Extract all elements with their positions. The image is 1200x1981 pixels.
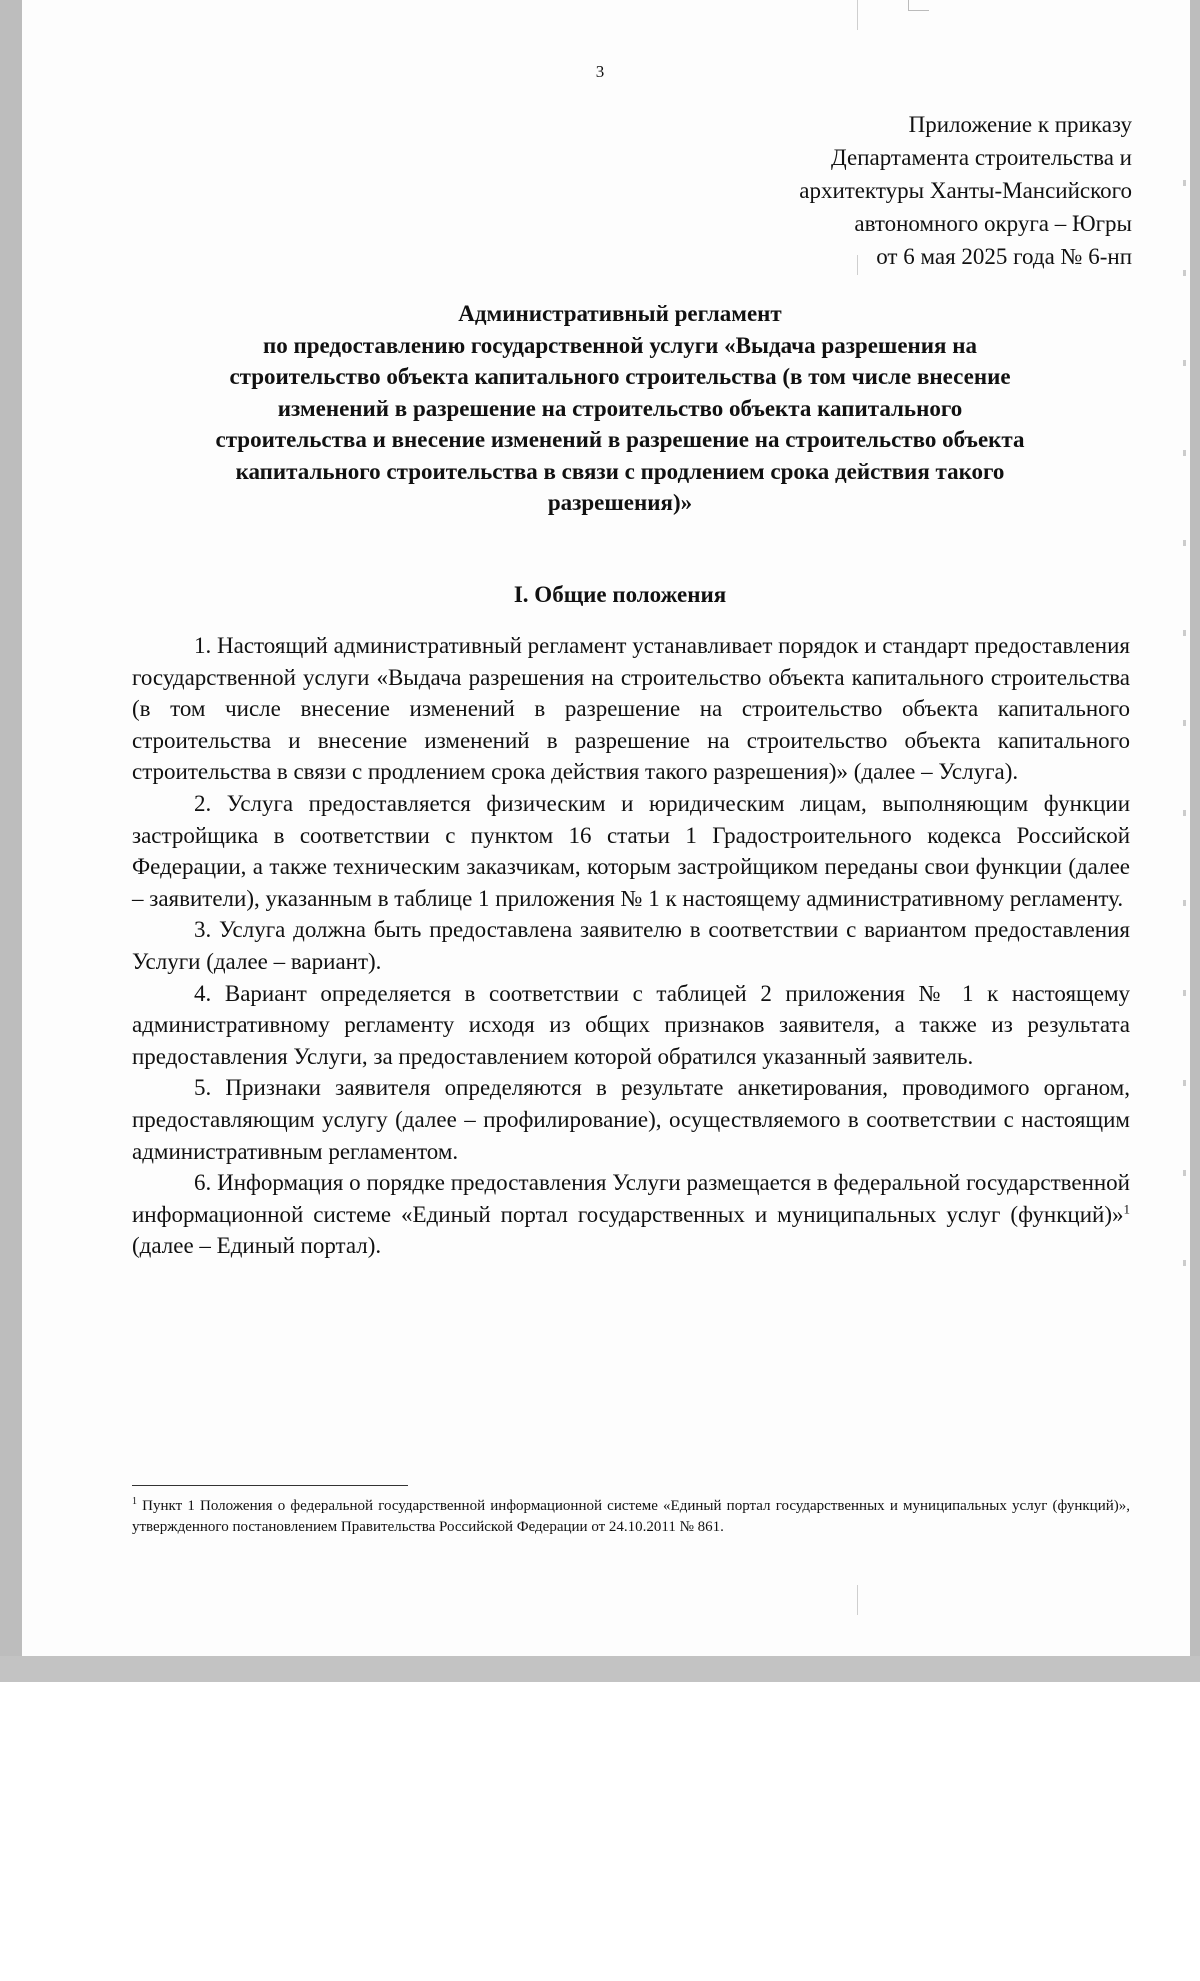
- footnote: [132, 1496, 1130, 1538]
- paragraph-1: 1. Настоящий административный регламент устанавливает порядок и стандарт предоставления государственной услуги «Выдача разрешения на строительство объекта капитального строительства (в том числе внесение изменений в разрешение на строительство объекта капитального строительства и внесение изменений в разрешение на строительство объекта капитального строительства в связи с продлением срока действия такого разрешения)» (далее – Услуга).: [132, 633, 1130, 785]
- title-line: капитального строительства в связи с продлением срока действия такого: [235, 458, 1005, 484]
- scan-right-margin: [1190, 0, 1200, 1682]
- footnote-reference[interactable]: 1: [1123, 1201, 1130, 1217]
- scan-fold-line: [857, 0, 858, 30]
- paragraph-6-text: 6. Информация о порядке предоставления Услуги размещается в федеральной государственной информационной системе «Единый портал государственных и муниципальных услуг (функций)»: [132, 1170, 1130, 1227]
- approval-line: от 6 мая 2025 года № 6-нп: [876, 244, 1132, 269]
- scan-bottom-edge: [0, 1656, 1200, 1682]
- paragraph-5: 5. Признаки заявителя определяются в результате анкетирования, проводимого органом, предоставляющим услугу (далее – профилирование), осуществляемого в соответствии с настоящим административным регламентом.: [132, 1075, 1130, 1164]
- title-line: строительства и внесение изменений в разрешение на строительство объекта: [215, 427, 1025, 452]
- paragraph-6: [132, 1167, 1130, 1262]
- title-line: по предоставлению государственной услуги «Выдача разрешения на: [262, 332, 978, 358]
- approval-line: архитектуры Ханты-Мансийского: [799, 178, 1132, 203]
- footnote-mark: 1: [132, 1496, 137, 1507]
- paragraph-4: 4. Вариант определяется в соответствии с таблицей 2 приложения № 1 к настоящему административному регламенту исходя из общих признаков заявителя, а также из результата предоставления Услуги, за предоставлением которой обратился указанный заявитель.: [132, 980, 1130, 1069]
- scan-edge-specks: [1183, 180, 1186, 1280]
- scan-left-margin: [0, 0, 22, 1682]
- title-line: изменений в разрешение на строительство объекта капитального: [277, 395, 963, 421]
- title-line: строительство объекта капитального строительства (в том числе внесение: [229, 364, 1011, 389]
- scan-fold-line: [857, 1585, 858, 1615]
- approval-line: Приложение к приказу: [908, 112, 1132, 137]
- title-line: разрешения)»: [547, 490, 693, 515]
- body-text: [132, 630, 1130, 1262]
- approval-line: автономного округа – Югры: [854, 211, 1132, 236]
- section-heading: I. Общие положения: [513, 582, 727, 607]
- approval-line: Департамента строительства и: [831, 145, 1132, 170]
- paragraph-2: 2. Услуга предоставляется физическим и юридическим лицам, выполняющим функции застройщика в соответствии с пунктом 16 статьи 1 Градостроительного кодекса Российской Федерации, а также техническим заказчикам, которым застройщиком переданы свои функции (далее – заявители), указанным в таблице 1 приложения № 1 к настоящему административному регламенту.: [132, 790, 1130, 911]
- page-number: 3: [595, 62, 605, 81]
- paragraph-3: 3. Услуга должна быть предоставлена заявителю в соответствии с вариантом предоставления Услуги (далее – вариант).: [132, 917, 1130, 974]
- scan-corner-mark: [908, 0, 929, 11]
- paragraph-6-tail: (далее – Единый портал).: [132, 1233, 382, 1259]
- footnote-text: Пункт 1 Положения о федеральной государственной информационной системе «Единый портал государственных и муниципальных услуг (функций)», утвержденного постановлением Правительства Российской Федерации от 24.10.2011 № 861.: [132, 1498, 1130, 1535]
- document-title: [120, 298, 1120, 519]
- approval-block: [799, 108, 1132, 273]
- footnote-separator: [132, 1485, 408, 1486]
- title-line: Административный регламент: [458, 301, 782, 326]
